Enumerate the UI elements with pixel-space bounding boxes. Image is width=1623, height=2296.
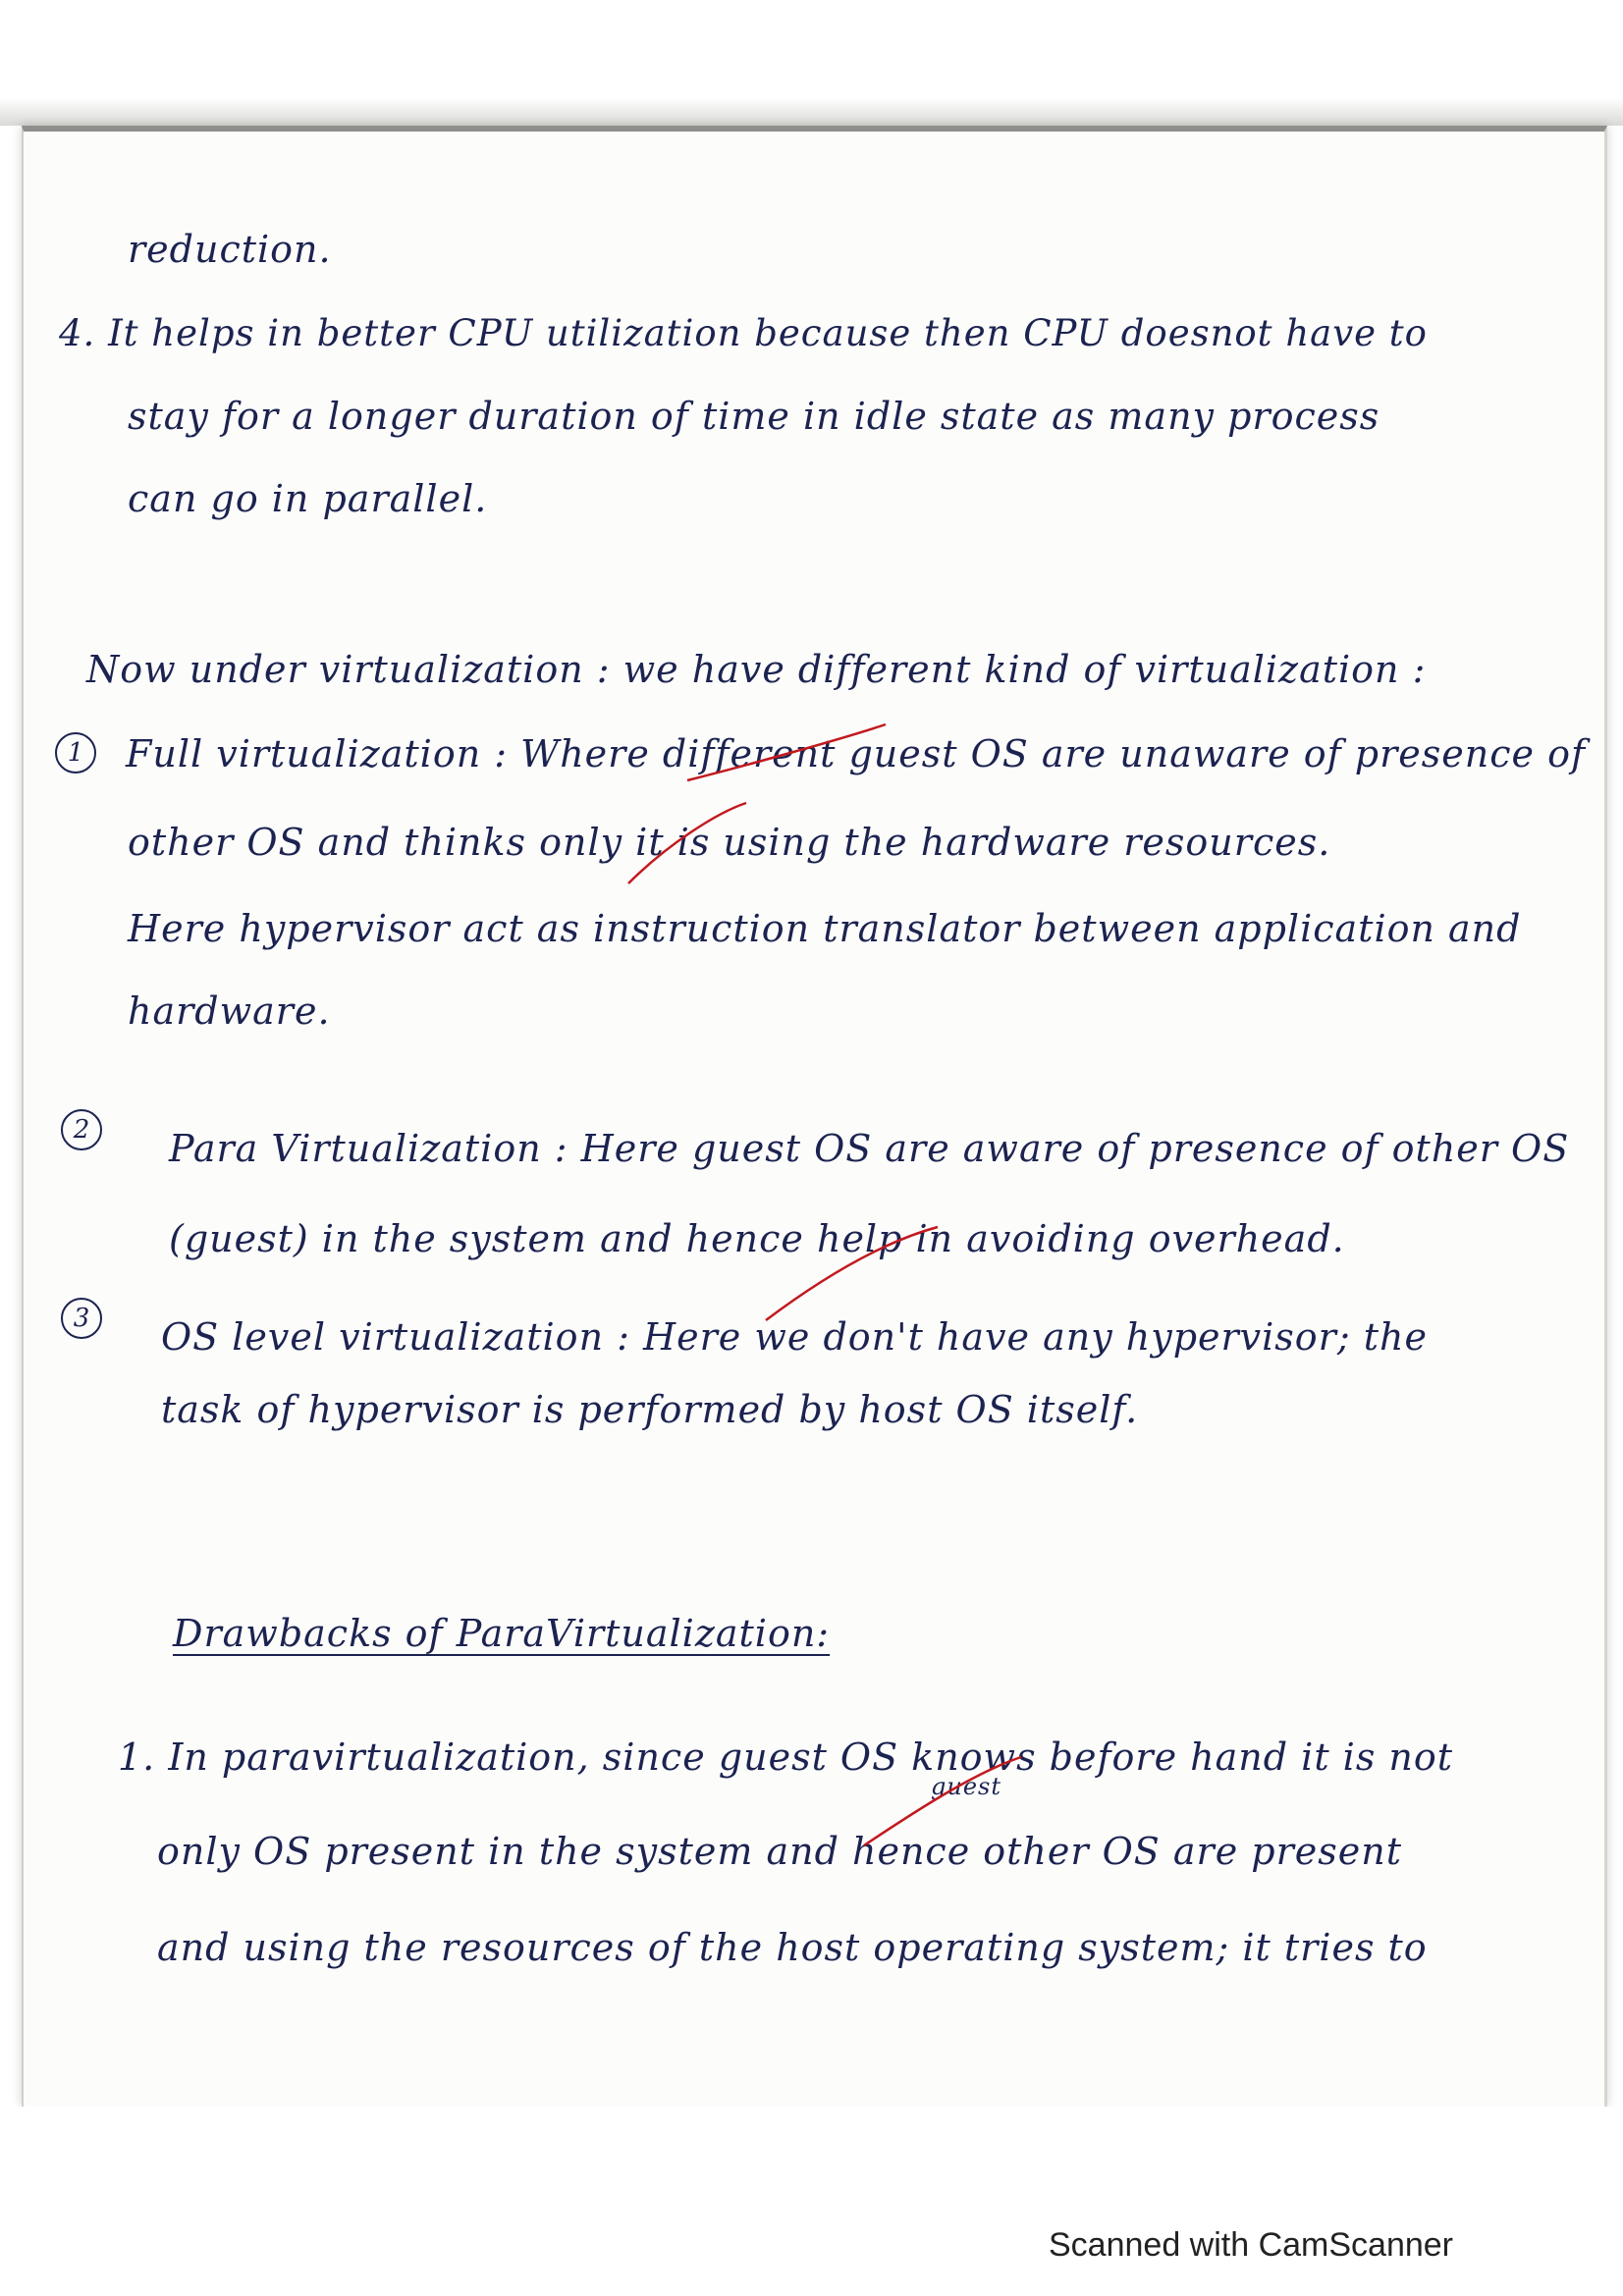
text-line: (guest) in the system and hence help in avoiding overhead.: [169, 1217, 1345, 1260]
text-line: Para Virtualization : Here guest OS are aware of presence of other OS: [169, 1127, 1570, 1170]
text-line: Here hypervisor act as instruction translator between application and: [128, 907, 1522, 950]
text-line: and using the resources of the host operating system; it tries to: [157, 1926, 1428, 1969]
scan-background-bottom: [0, 2107, 1623, 2296]
text-line: Full virtualization : Where different guest OS are unaware of presence of: [126, 732, 1587, 775]
circled-number: 3: [61, 1298, 102, 1339]
scanner-watermark: Scanned with CamScanner: [1049, 2226, 1454, 2264]
text-line: OS level virtualization : Here we don't have any hypervisor; the: [161, 1315, 1428, 1359]
inserted-word: guest: [931, 1773, 1001, 1800]
scan-background-top: [0, 0, 1623, 126]
circled-number: 2: [61, 1109, 102, 1150]
text-line: task of hypervisor is performed by host OS itself.: [161, 1388, 1139, 1431]
text-line: only OS present in the system and hence other OS are present: [157, 1830, 1403, 1873]
text-line: can go in parallel.: [128, 477, 488, 520]
text-line: reduction.: [128, 228, 332, 271]
text-line: stay for a longer duration of time in idle state as many process: [128, 395, 1380, 438]
text-line: 1. In paravirtualization, since guest OS knows before hand it is not: [118, 1735, 1454, 1779]
text-line: other OS and thinks only it is using the hardware resources.: [128, 821, 1331, 864]
text-line: hardware.: [128, 989, 331, 1033]
text-line: Now under virtualization : we have different kind of virtualization :: [86, 648, 1427, 691]
circled-number: 1: [55, 732, 96, 774]
text-line: 4. It helps in better CPU utilization because then CPU doesnot have to: [59, 312, 1428, 354]
section-heading: Drawbacks of ParaVirtualization:: [173, 1612, 831, 1655]
